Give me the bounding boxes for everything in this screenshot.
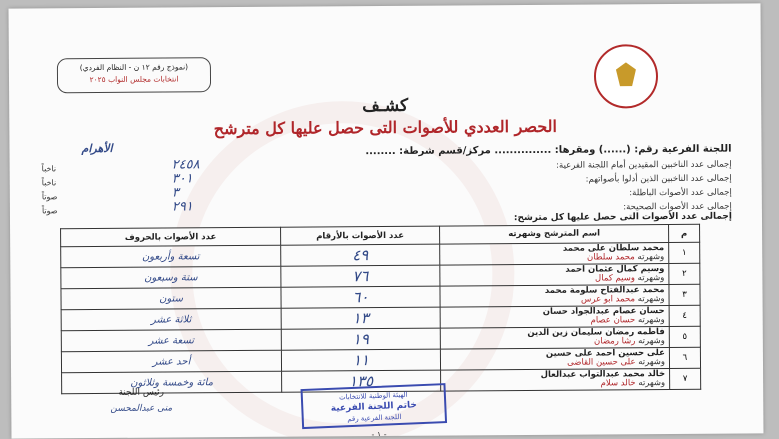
- committee-label: اللجنة الفرعية رقم: (......) ومقرها: ............... مركز/قسم شرطة: ........: [365, 143, 732, 158]
- signature-name: منى عبدالمحسن: [110, 403, 173, 414]
- summary-row-total-label: إجمالى عدد الأصوات التى حصل عليها كل مترشح:: [513, 211, 733, 224]
- committee-stamp: الهيئة الوطنية للانتخابات خاتم اللجنة الفرعية اللجنة الفرعية رقم: [301, 383, 448, 429]
- table-row: ٢ وسيم كمال عثمان احمد وشهرته وسيم كمال ٧٦ ستة وسبعون: [61, 263, 700, 288]
- signature-label: رئيس اللجنة: [118, 387, 164, 398]
- summary-value: ٢٩١: [171, 199, 193, 215]
- table-row: ٤ حسان عصام عبدالجواد حسان وشهرته حسان عصام ١٣ ثلاثة عشر: [61, 305, 700, 330]
- header-name: اسم المترشح وشهرته: [440, 225, 669, 245]
- election-name-text: انتخابات مجلس النواب ٢٠٢٥: [89, 74, 179, 85]
- summary-row: إجمالى عدد الأصوات الباطلة: ٣ صوتاً: [41, 185, 732, 202]
- summary-value: ٣: [171, 185, 179, 201]
- header-figures: عدد الأصوات بالأرقام: [281, 226, 440, 245]
- summary-row: إجمالى عدد الأصوات الصحيحة: ٢٩١ صوتاً: [41, 199, 732, 216]
- table-row: ٥ فاطمه رمضان سليمان زين الدين وشهرته رشا رمضان ١٩ تسعة عشر: [61, 326, 700, 351]
- document-subtitle: الحصر العددي للأصوات التى حصل عليها كل مترشح: [213, 116, 558, 139]
- table-row: ٧ خالد محمد عبدالتواب عبدالعال وشهرته خالد سلام ١٣٥ مائة وخمسة وثلاثون: [62, 368, 701, 393]
- page-number: - ١ -: [371, 430, 387, 439]
- table-row: ٦ على حسين احمد على حسين وشهرته على حسين القاضى ١١ أحد عشر: [61, 347, 700, 372]
- form-number-text: (نموذج رقم ١٢ ن - النظام الفردي): [79, 62, 189, 73]
- summary-row: إجمالى عدد الناخبين المقيدين أمام اللجنة الفرعية: ٢٤٥٨ ناخباً: [41, 157, 732, 174]
- eagle-icon: [616, 62, 636, 86]
- committee-line: [41, 141, 732, 160]
- results-table: [60, 224, 701, 394]
- summary-value: ٢٤٥٨: [171, 157, 200, 173]
- table-row: ٣ محمد عبدالفتاح سلومة محمد وشهرته محمد ابو عرس ٦٠ ستون: [61, 284, 700, 309]
- summary-value: ٣٠١: [171, 171, 193, 187]
- summary-row: إجمالى عدد الناخبين الذين أدلوا بأصواتهم: ٣٠١ ناخباً: [41, 171, 732, 188]
- committee-value: الأهرام: [81, 141, 113, 156]
- form-number-box: [57, 57, 211, 93]
- document-title: كشـف: [362, 95, 409, 117]
- signature-block: [71, 387, 211, 414]
- header-num: م: [669, 224, 700, 242]
- header-words: عدد الأصوات بالحروف: [61, 227, 281, 247]
- table-row: ١ محمد سلطان على محمد وشهرته محمد سلطان ٤٩ تسعة وأربعون: [61, 242, 700, 267]
- document-page: [9, 3, 764, 438]
